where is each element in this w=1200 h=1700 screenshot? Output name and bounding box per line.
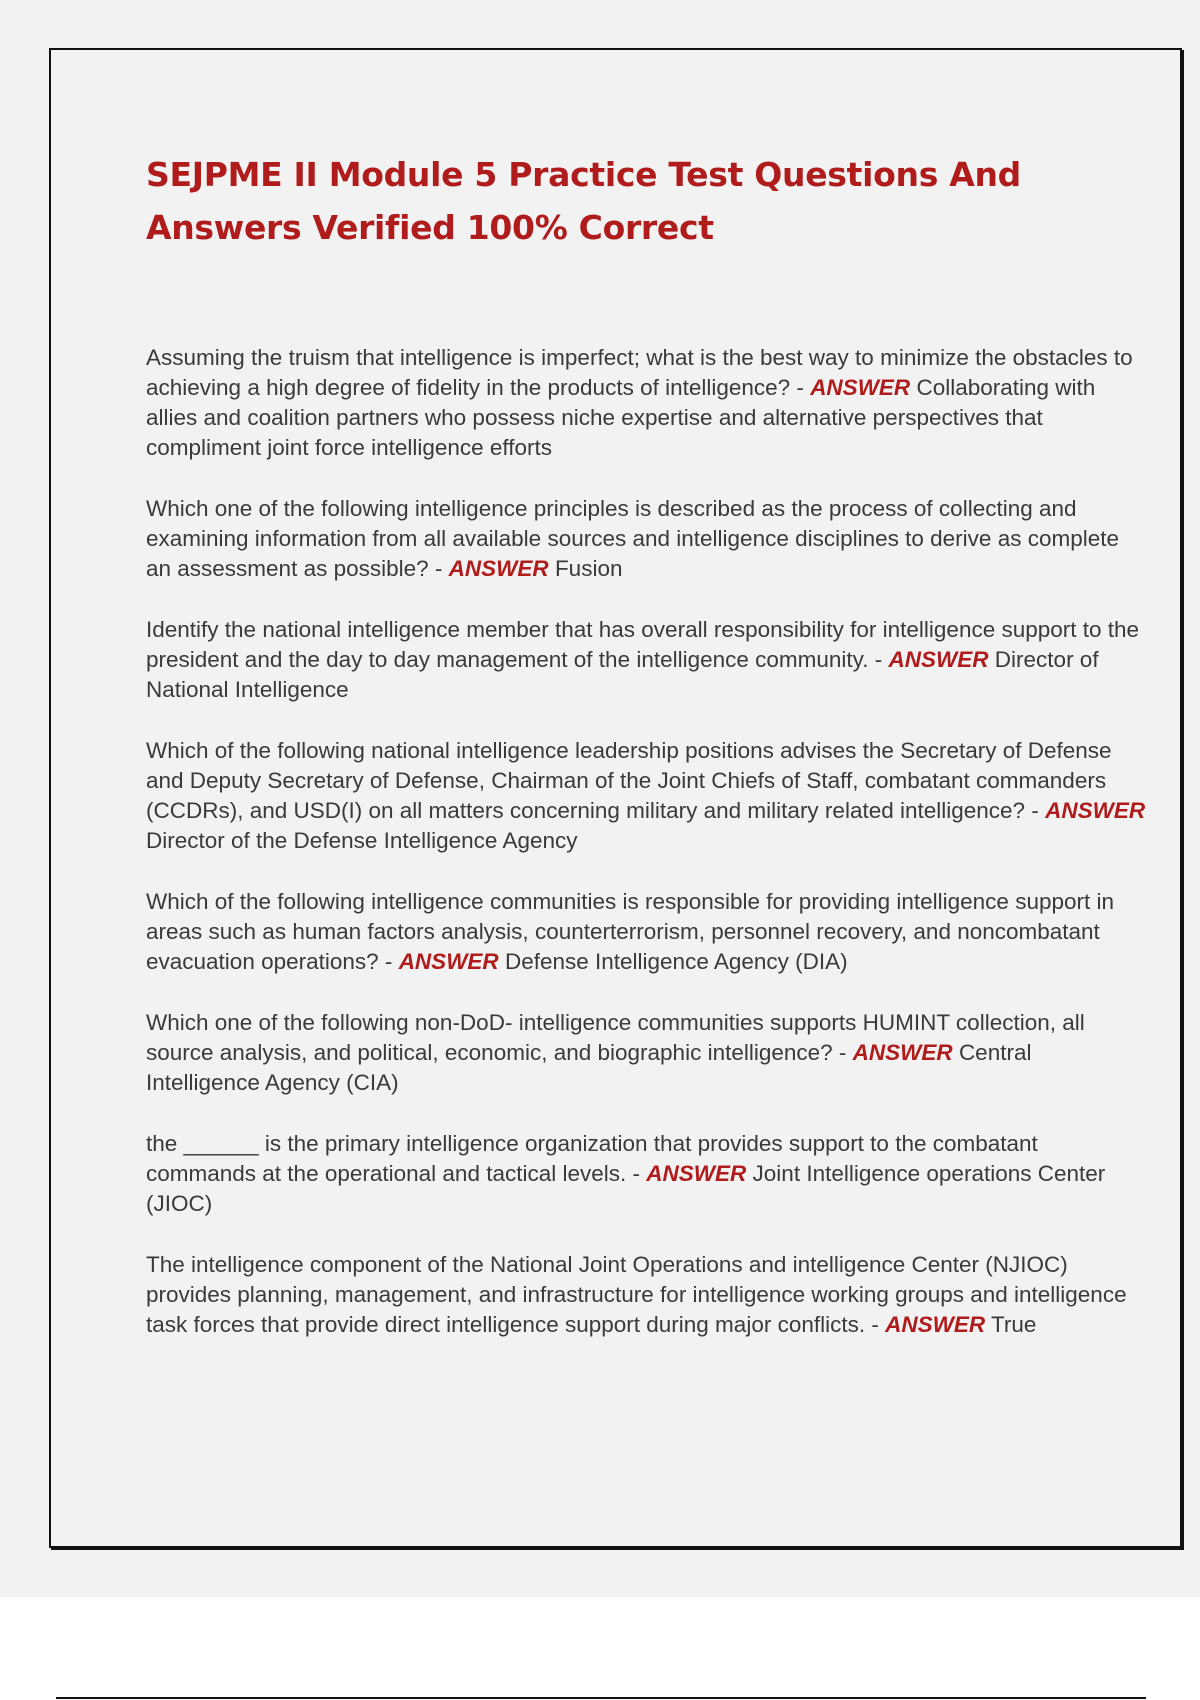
question-text: Which one of the following non-DoD- intelligence communities supports HUMINT collection, all source analysis, and political, economic, and biographic intelligence? -	[146, 1010, 1085, 1065]
qa-list	[146, 343, 1146, 1371]
answer-label: ANSWER	[398, 949, 499, 974]
answer-text: Central Intelligence Agency (CIA)	[146, 1040, 1032, 1095]
question-text: Identify the national intelligence member that has overall responsibility for intelligence support to the president and the day to day management of the intelligence community. -	[146, 617, 1140, 672]
answer-text: Director of National Intelligence	[146, 647, 1099, 702]
question-text: the ______ is the primary intelligence organization that provides support to the combatant commands at the operational and tactical levels. -	[146, 1131, 1038, 1186]
answer-text: Joint Intelligence operations Center (JIOC)	[146, 1161, 1106, 1216]
document-title: SEJPME II Module 5 Practice Test Questions And Answers Verified 100% Correct	[146, 155, 1021, 247]
question-text: Which of the following national intelligence leadership positions advises the Secretary of Defense and Deputy Secretary of Defense, Chairman of the Joint Chiefs of Staff, combatant commanders (CCDRs), and USD(I) on all matters concerning military and military related intelligence? -	[146, 738, 1112, 823]
question-text: The intelligence component of the National Joint Operations and intelligence Center (NJIOC) provides planning, management, and infrastructure for intelligence working groups and intelligence task forces that provide direct intelligence support during major conflicts. -	[146, 1252, 1127, 1337]
answer-label: ANSWER	[885, 1312, 986, 1337]
answer-text: Collaborating with allies and coalition partners who possess niche expertise and alternative perspectives that compliment joint force intelligence efforts	[146, 375, 1096, 460]
qa-item	[146, 887, 1146, 977]
qa-item	[146, 1008, 1146, 1098]
qa-item	[146, 615, 1146, 705]
footer-divider	[56, 1697, 1146, 1699]
page-footer-area	[0, 1597, 1200, 1700]
qa-item	[146, 1250, 1146, 1340]
qa-item	[146, 494, 1146, 584]
qa-item	[146, 736, 1146, 856]
answer-label: ANSWER	[852, 1040, 953, 1065]
answer-label: ANSWER	[646, 1161, 747, 1186]
answer-text: Defense Intelligence Agency (DIA)	[504, 949, 848, 974]
answer-label: ANSWER	[810, 375, 911, 400]
document-page	[49, 48, 1182, 1548]
question-text: Assuming the truism that intelligence is imperfect; what is the best way to minimize the obstacles to achieving a high degree of fidelity in the products of intelligence? -	[146, 345, 1133, 400]
answer-label: ANSWER	[448, 556, 549, 581]
answer-text: Fusion	[554, 556, 623, 581]
qa-item	[146, 1129, 1146, 1219]
question-text: Which one of the following intelligence principles is described as the process of collecting and examining information from all available sources and intelligence disciplines to derive as complete an assessment as possible? -	[146, 496, 1120, 581]
answer-text: True	[990, 1312, 1037, 1337]
qa-item	[146, 343, 1146, 463]
question-text: Which of the following intelligence communities is responsible for providing intelligence support in areas such as human factors analysis, counterterrorism, personnel recovery, and noncombatant evacuation operations? -	[146, 889, 1115, 974]
answer-label: ANSWER	[1045, 798, 1146, 823]
answer-text: Director of the Defense Intelligence Agency	[146, 828, 578, 853]
answer-label: ANSWER	[888, 647, 989, 672]
